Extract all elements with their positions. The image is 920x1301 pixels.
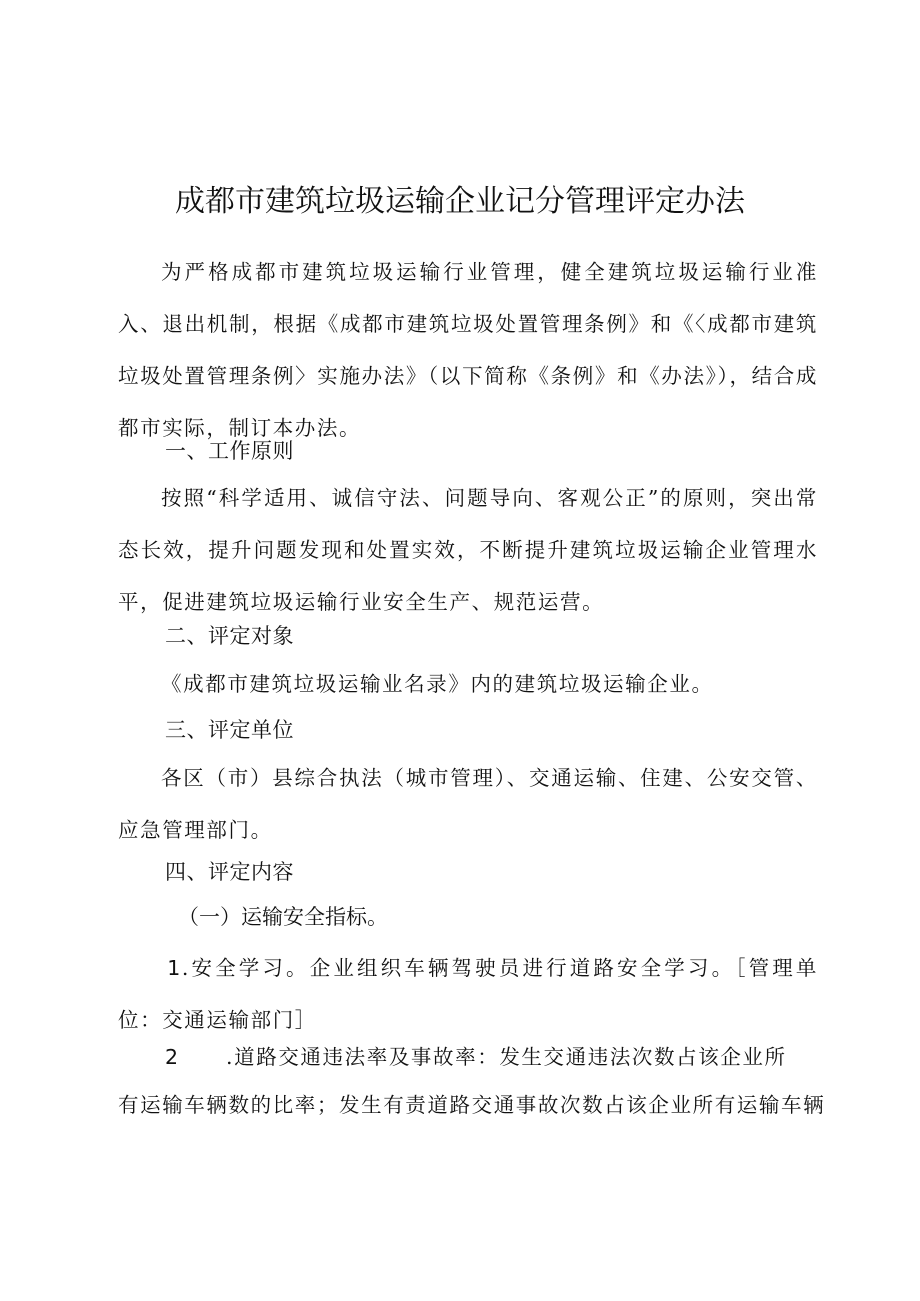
list-item-2-text-line1: .道路交通违法率及事故率：发生交通违法次数占该企业所 (226, 1045, 787, 1069)
list-item-2-number: 2 (165, 1045, 180, 1069)
list-item-1-text: .安全学习。企业组织车辆驾驶员进行道路安全学习。［管理单位：交通运输部门］ (118, 956, 818, 1032)
section-body-principles: 按照“科学适用、诚信守法、问题导向、客观公正”的原则，突出常态长效，提升问题发现和处置实效，不断提升建筑垃圾运输企业管理水平，促进建筑垃圾运输行业安全生产、规范运营。 (118, 486, 818, 614)
list-item-1-number: 1 (167, 956, 182, 980)
document-title: 成都市建筑垃圾运输企业记分管理评定办法 (175, 184, 745, 219)
section-body-targets: 《成都市建筑垃圾运输业名录》内的建筑垃圾运输企业。 (161, 672, 714, 696)
section-heading-content: 四、评定内容 (165, 860, 294, 884)
intro-paragraph: 为严格成都市建筑垃圾运输行业管理，健全建筑垃圾运输行业准入、退出机制，根据《成都市建筑垃圾处置管理条例》和《〈成都市建筑垃圾处置管理条例〉实施办法》（以下简称《条例》和《办法》），结合成都市实际，制订本办法。 (118, 260, 818, 440)
section-heading-principles: 一、工作原则 (165, 439, 294, 463)
section-heading-targets: 二、评定对象 (165, 624, 294, 648)
section-body-units: 各区（市）县综合执法（城市管理）、交通运输、住建、公安交管、应急管理部门。 (118, 766, 818, 842)
subsection-heading-safety: （一）运输安全指标。 (178, 905, 388, 929)
section-heading-units: 三、评定单位 (165, 718, 294, 742)
list-item-2-text-line2: 有运输车辆数的比率；发生有责道路交通事故次数占该企业所有运输车辆 (118, 1093, 826, 1117)
